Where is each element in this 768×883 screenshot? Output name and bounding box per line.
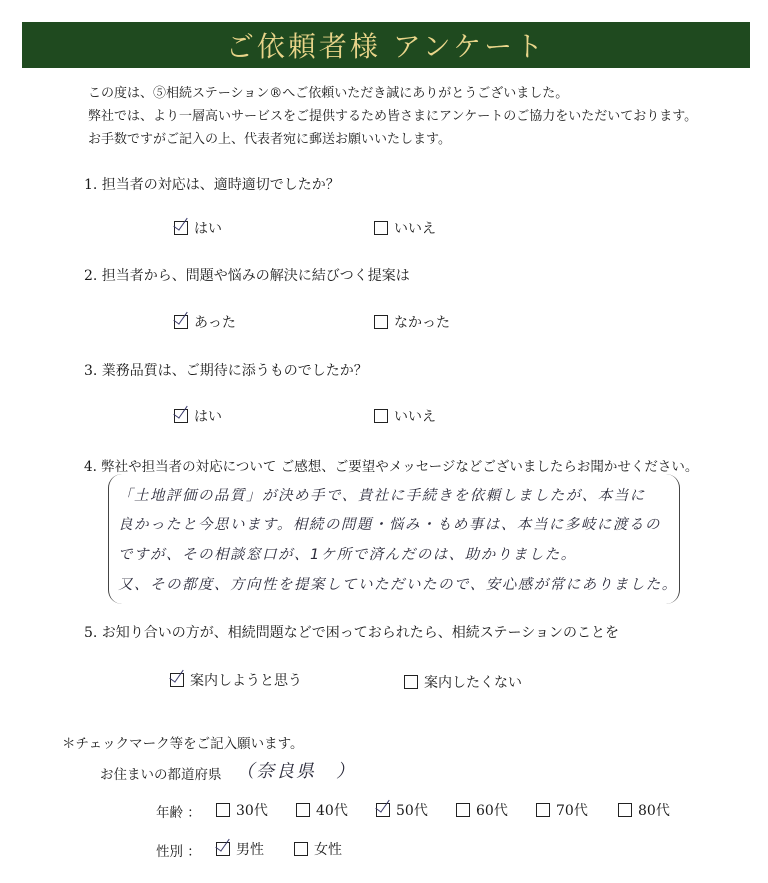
option-label: いいえ xyxy=(394,409,436,425)
intro-line: この度は、⑤相続ステーション®へご依頼いただき誠にありがとうございました。 xyxy=(88,86,569,101)
checkbox[interactable] xyxy=(404,675,418,689)
option-label: 案内しようと思う xyxy=(190,673,302,689)
checkbox-checked[interactable] xyxy=(174,409,188,423)
comment-line: 良かったと今思います。相続の問題・悩み・もめ事は、本当に多岐に渡るの xyxy=(118,517,661,533)
checkbox[interactable] xyxy=(456,803,470,817)
q1-yes-option[interactable] xyxy=(174,218,222,238)
age-option-30[interactable] xyxy=(216,800,268,820)
age-option-50[interactable] xyxy=(376,800,428,820)
option-label: 30代 xyxy=(236,803,268,819)
option-label: はい xyxy=(194,409,222,425)
intro-line: お手数ですがご記入の上、代表者宛に郵送お願いいたします。 xyxy=(88,132,451,147)
option-label: はい xyxy=(194,221,222,237)
note-text: ＊チェックマーク等をご記入願います。 xyxy=(62,736,304,752)
option-label: いいえ xyxy=(394,221,436,237)
option-label: 40代 xyxy=(316,803,348,819)
page-title: ご依頼者様 アンケート xyxy=(225,30,547,63)
comment-line: 又、その都度、方向性を提案していただいたので、安心感が常にありました。 xyxy=(118,577,678,593)
option-label: 案内したくない xyxy=(424,675,522,691)
prefecture-label: お住まいの都道府県 xyxy=(100,767,222,783)
checkbox-checked[interactable] xyxy=(216,842,230,856)
age-option-70[interactable] xyxy=(536,800,588,820)
option-label: 80代 xyxy=(638,803,670,819)
age-option-60[interactable] xyxy=(456,800,508,820)
sex-option-female[interactable] xyxy=(294,839,342,859)
question-2: 2. 担当者から、問題や悩みの解決に結びつく提案は xyxy=(84,268,410,284)
sex-option-male[interactable] xyxy=(216,839,264,859)
checkbox[interactable] xyxy=(296,803,310,817)
q5-yes-option[interactable] xyxy=(170,670,302,690)
option-label: 男性 xyxy=(236,842,264,858)
q3-yes-option[interactable] xyxy=(174,406,222,426)
checkbox[interactable] xyxy=(618,803,632,817)
option-label: 50代 xyxy=(396,803,428,819)
checkbox-checked[interactable] xyxy=(170,673,184,687)
option-label: 60代 xyxy=(476,803,508,819)
checkbox[interactable] xyxy=(216,803,230,817)
checkbox[interactable] xyxy=(536,803,550,817)
intro-text xyxy=(88,82,697,151)
comment-line: 「土地評価の品質」が決め手で、貴社に手続きを依頼しましたが、本当に xyxy=(118,488,646,504)
age-label: 年齢 ： xyxy=(156,805,201,821)
checkbox[interactable] xyxy=(374,409,388,423)
question-5: 5. お知り合いの方が、相続問題などで困っておられたら、相続ステーションのことを xyxy=(84,625,619,641)
q5-no-option[interactable] xyxy=(404,672,522,692)
checkbox[interactable] xyxy=(374,221,388,235)
option-label: なかった xyxy=(394,315,450,331)
checkbox-checked[interactable] xyxy=(174,221,188,235)
option-label: 女性 xyxy=(314,842,342,858)
title-banner xyxy=(22,22,750,68)
prefecture-value[interactable]: （奈良県 ） xyxy=(236,761,356,782)
checkbox-checked[interactable] xyxy=(174,315,188,329)
q2-no-option[interactable] xyxy=(374,312,450,332)
q3-no-option[interactable] xyxy=(374,406,436,426)
q2-yes-option[interactable] xyxy=(174,312,236,332)
question-3: 3. 業務品質は、ご期待に添うものでしたか？ xyxy=(84,363,368,379)
checkbox[interactable] xyxy=(294,842,308,856)
age-option-80[interactable] xyxy=(618,800,670,820)
intro-line: 弊社では、より一層高いサービスをご提供するため皆さまにアンケートのご協力をいただいております。 xyxy=(88,109,698,124)
question-4: 4. 弊社や担当者の対応について ご感想、ご要望やメッセージなどございましたらお聞かせください。 xyxy=(84,459,699,475)
question-1: 1. 担当者の対応は、適時適切でしたか？ xyxy=(84,177,340,193)
sex-label: 性別 ： xyxy=(156,844,201,860)
option-label: 70代 xyxy=(556,803,588,819)
option-label: あった xyxy=(194,315,236,331)
age-option-40[interactable] xyxy=(296,800,348,820)
comment-line: ですが、その相談窓口が、1ケ所で済んだのは、助かりました。 xyxy=(118,547,577,563)
checkbox[interactable] xyxy=(374,315,388,329)
q1-no-option[interactable] xyxy=(374,218,436,238)
checkbox-checked[interactable] xyxy=(376,803,390,817)
